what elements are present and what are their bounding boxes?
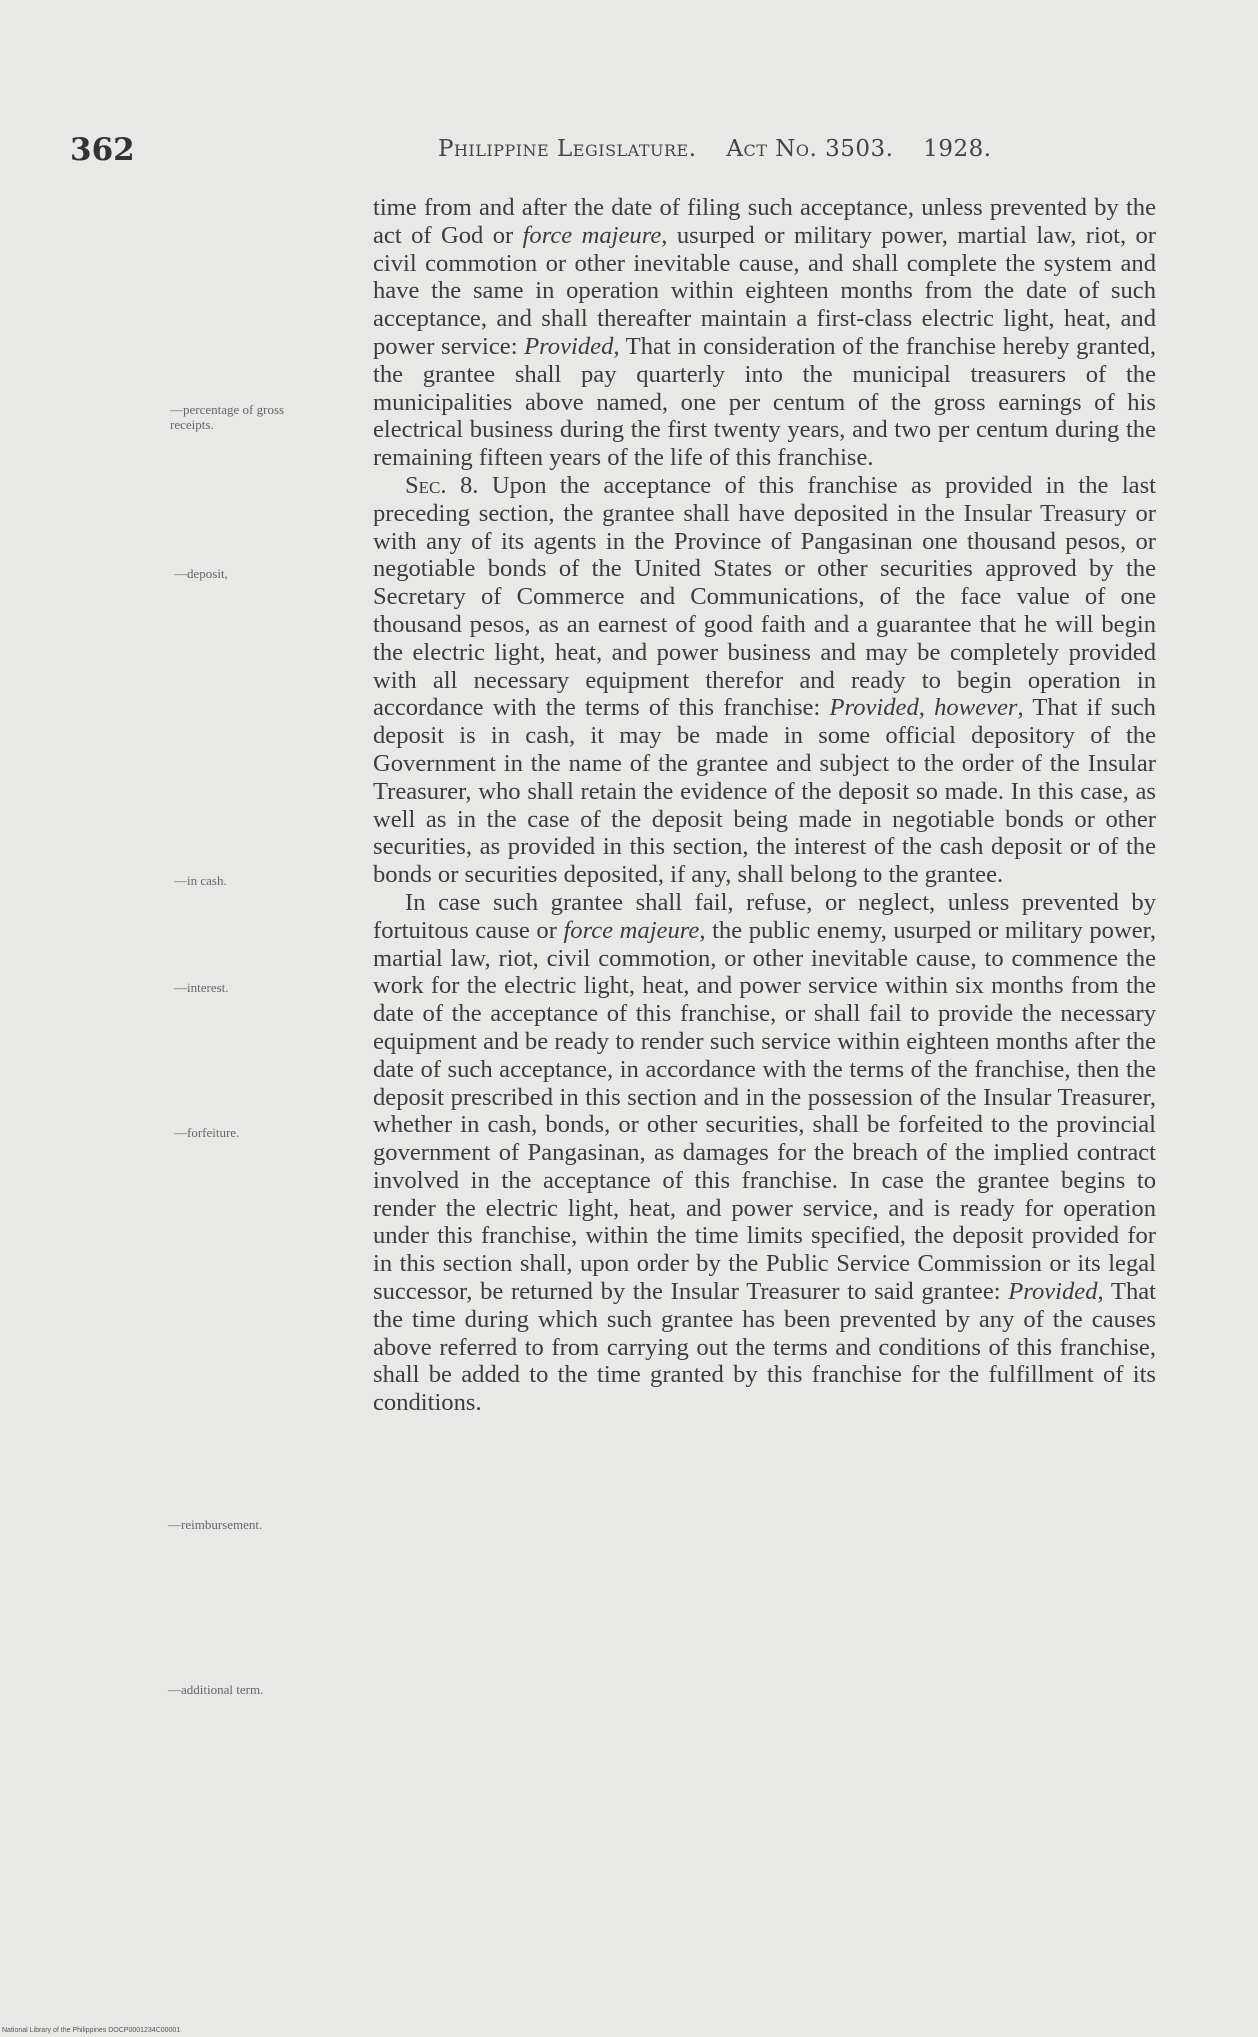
margin-note-in-cash (174, 873, 227, 888)
paragraph-3 (373, 889, 1156, 1417)
page-number: 362 (70, 132, 135, 168)
text-run: In case such grantee shall fail, refuse, or neglect, unless prevented by fortuitous cause or (373, 888, 1156, 944)
running-head (438, 136, 1014, 162)
margin-note-text: —interest. (174, 980, 229, 995)
margin-note-reimbursement (168, 1517, 262, 1532)
text-run: , the public enemy, usurped or military power, martial law, riot, civil commotion, or other inevitable cause, to commence the work for the electric light, heat, and power service within six months from the date of the acceptance of this franchise, or shall fail to provide the necessary equipment and be ready to render such service within eighteen months after the date of such acceptance, in accordance with the terms of the franchise, then the deposit prescribed in this section and in the possession of the Insular Treasurer, whether in cash, bonds, or other securities, shall be forfeited to the provincial government of Pangasinan, as damages for the breach of the implied contract involved in the acceptance of this franchise. In case the grantee begins to render the electric light, heat, and power service, and is ready for operation under this franchise, within the time limits specified, the deposit provided for in this section shall, upon order by the Public Service Commission or its legal successor, be returned by the Insular Treasurer to said grantee: (373, 916, 1156, 1306)
margin-note-percentage (170, 402, 284, 432)
text-run: , That in consideration of the franchise hereby granted, the grantee shall pay quarterly into the municipal treasurers of the municipalities above named, one per centum of the gross earnings of his electrical business during the first twenty years, and two per centum during the remaining fifteen years of the life of this franchise. (373, 332, 1156, 472)
text-run-italic: force majeure (563, 916, 700, 944)
margin-note-text: —forfeiture. (174, 1125, 240, 1140)
text-run: , That if such deposit is in cash, it may be made in some official depository of the Government in the name of the grantee and subject to the order of the Insular Treasurer, who shall retain the evidence of the deposit so made. In this case, as well as in the case of the deposit being made in negotiable bonds or other securities, as provided in this section, the interest of the cash deposit or of the bonds or securities deposited, if any, shall belong to the grantee. (373, 694, 1156, 889)
margin-note-text: receipts. (170, 417, 214, 432)
section-label: Sec. 8. (405, 471, 479, 499)
margin-note-text: —reimbursement. (168, 1517, 263, 1532)
margin-note-deposit (174, 566, 228, 581)
margin-note-interest (174, 980, 229, 995)
text-run: , That the time during which such grantee has been prevented by any of the causes above referred to from carrying out the terms and conditions of this franchise, shall be added to the time granted by this franchise for the fulfillment of its conditions. (373, 1278, 1156, 1417)
margin-note-forfeiture (174, 1125, 239, 1140)
running-head-act: Act No. 3503. (726, 136, 894, 162)
paragraph-1 (373, 194, 1156, 472)
margin-note-text: —additional term. (168, 1682, 264, 1697)
text-run: , usurped or military power, martial law, riot, or civil commotion or other inevitable cause, and shall complete the system and have the same in operation within eighteen months from the date of such acceptance, and shall thereafter maintain a first-class electric light, heat, and power service: (373, 221, 1156, 360)
margin-note-additional-term (168, 1682, 263, 1697)
text-run: time from and after the date of filing such acceptance, unless prevented by the act of God or (373, 194, 1156, 249)
running-head-title: Philippine Legislature. (438, 136, 697, 162)
margin-note-text: —deposit, (174, 566, 228, 581)
body-text (373, 194, 1156, 1417)
margin-note-text: —percentage of gross (170, 402, 285, 417)
margin-note-text: —in cash. (174, 873, 227, 888)
text-run-italic: force majeure (522, 221, 662, 249)
text-run-italic: Provided, however (829, 694, 1018, 722)
running-head-year: 1928. (923, 136, 992, 162)
footer-credit: National Library of the Philippines DOCP0001234C00001 (2, 2027, 181, 2034)
text-run-italic: Provided (524, 332, 614, 360)
paragraph-2 (373, 472, 1156, 889)
text-run: Upon the acceptance of this franchise as provided in the last preceding section, the grantee shall have deposited in the Insular Treasury or with any of its agents in the Province of Pangasinan one thousand pesos, or negotiable bonds of the United States or other securities approved by the Secretary of Commerce and Communications, of the face value of one thousand pesos, as an earnest of good faith and a guarantee that he will begin the electric light, heat, and power business and may be completely provided with all necessary equipment therefor and ready to begin operation in accordance with the terms of this franchise: (373, 471, 1156, 722)
text-run-italic: Provided (1008, 1278, 1098, 1306)
